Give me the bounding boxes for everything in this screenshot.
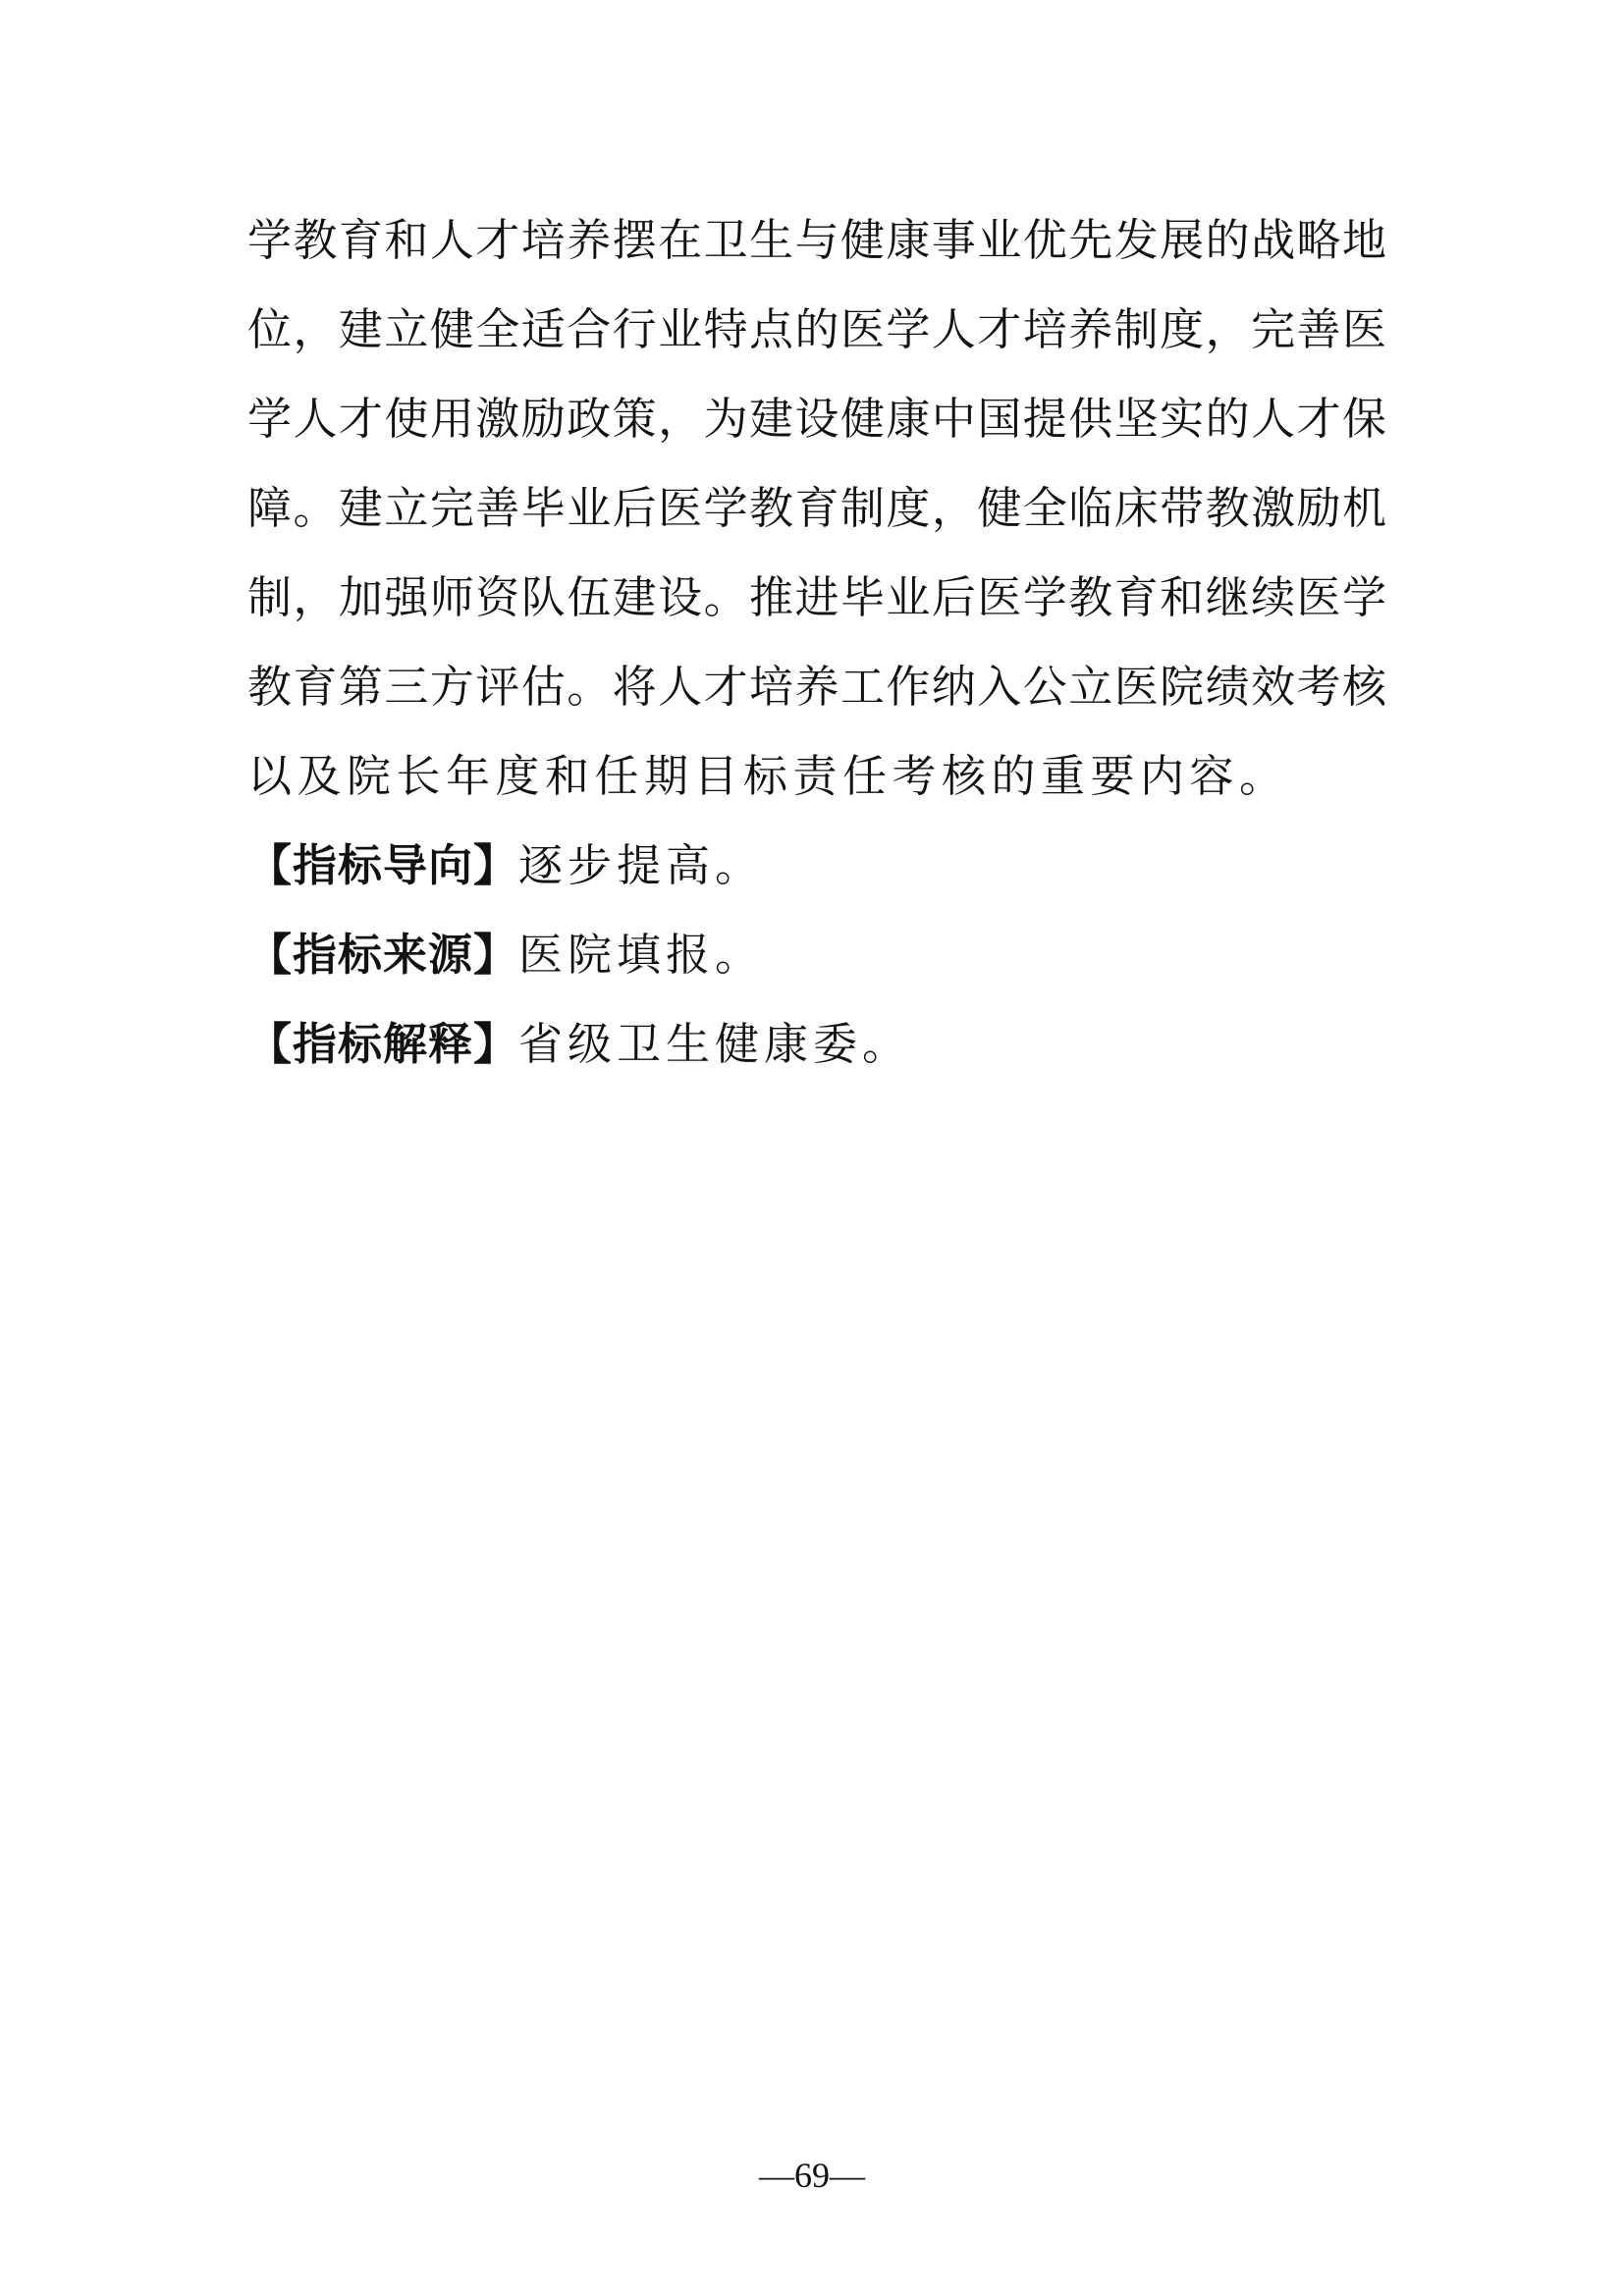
paragraph-line: 学人才使用激励政策，为建设健康中国提供坚实的人才保 [247,393,1386,445]
indicator-direction [247,836,1386,926]
indicator-interpretation-key: 【指标解释】 [247,1018,519,1070]
indicator-source [247,926,1386,1015]
document-body [247,211,1386,1104]
indicator-interpretation-value: 省级卫生健康委。 [518,1018,912,1070]
indicator-direction-value: 逐步提高。 [518,839,765,891]
paragraph-line: 教育第三方评估。将人才培养工作纳入公立医院绩效考核 [247,661,1386,713]
paragraph-line: 制，加强师资队伍建设。推进毕业后医学教育和继续医学 [247,571,1386,623]
page-number: —69— [759,2156,865,2195]
indicator-direction-key: 【指标导向】 [247,839,519,891]
indicator-source-value: 医院填报。 [518,929,765,981]
paragraph-line: 位，建立健全适合行业特点的医学人才培养制度，完善医 [247,303,1386,355]
paragraph-line: 障。建立完善毕业后医学教育制度，健全临床带教激励机 [247,482,1386,534]
paragraph-line: 以及院长年度和任期目标责任考核的重要内容。 [247,750,1289,802]
indicator-source-key: 【指标来源】 [247,929,519,981]
paragraph-line: 学教育和人才培养摆在卫生与健康事业优先发展的战略地 [247,214,1386,266]
indicator-interpretation [247,1015,1386,1104]
